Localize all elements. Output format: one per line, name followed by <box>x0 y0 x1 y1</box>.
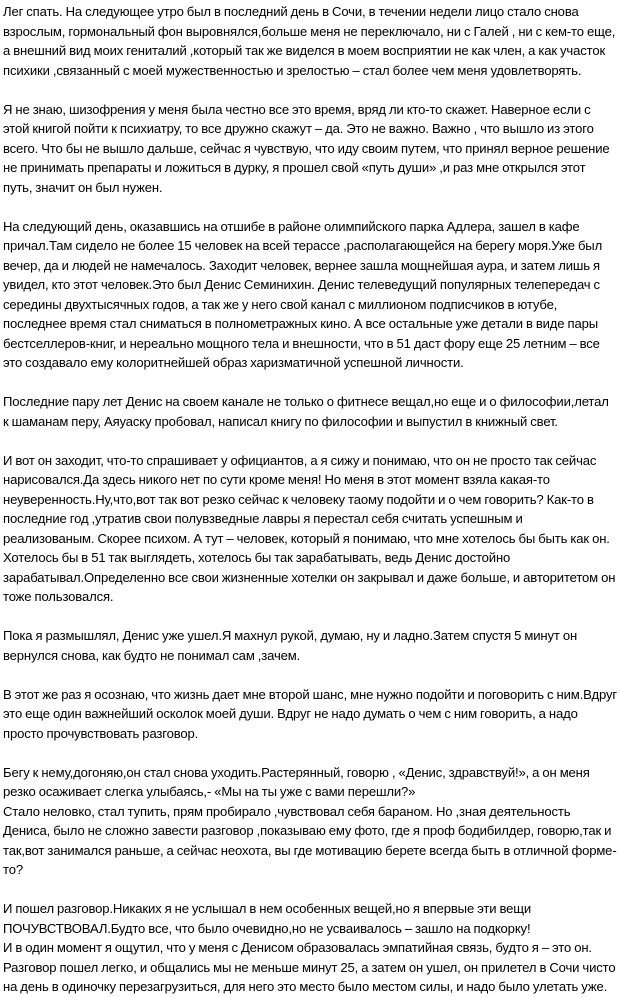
paragraph: Последние пару лет Денис на своем канале не только о фитнесе вещал,но еще и о философии,летал к шаманам перу, Аяуаску пробовал, написал книгу по философии и выпустил в книжный свет. <box>3 394 609 429</box>
paragraph: Пока я размышлял, Денис уже ушел.Я махнул рукой, думаю, ну и ладно.Затем спустя 5 минут он вернулся снова, как будто не понимал сам ,зачем. <box>3 628 578 663</box>
paragraph: Бегу к нему,догоняю,он стал снова уходить.Растерянный, говорю , «Денис, здравствуй!», а он меня резко осаживает слегка улыбаясь,- «Мы на ты уже с вами перешли?» Стало неловко, стал тупить, прям пробирало ,чувствовал себя бараном. Но ,зная деятельность Дениса, было не сложно завести разговор ,показываю ему фото, где я проф бодибилдер, говорю,так и так,вот занимался раньше, а сейчас неохота, вы где мотивацию берете всегда быть в отличной форме-то? <box>3 764 617 877</box>
paragraph: Лег спать. На следующее утро был в последний день в Сочи, в течении недели лицо стало снова взрослым, гормональный фон выровнялся,больше меня не переключало, ни с Галей , ни с кем-то еще, а внешний вид моих гениталий ,который так же виделся в моем восприятии не как член, а как участок психики ,связанный с моей мужественностью и зрелостью – стал более чем меня удовлетворять. <box>3 4 616 78</box>
paragraph: На следующий день, оказавшись на отшибе в районе олимпийского парка Адлера, зашел в кафе причал.Там сидело не более 15 человек на всей терассе ,располагающейся на берегу моря.Уже был вечер, да и людей не намечалось. Заходит человек, вернее зашла мощнейшая аура, и затем лишь я увидел, кто этот человек.Это был Денис Семинихин. Денис телеведущий популярных телепередач с середины двухтысячных годов, а так же у него свой канал с миллионом подписчиков в ютубе, последнее время стал сниматься в полнометражных кино. А все остальные уже детали в виде пары бестселлеров-книг, и нереально мощного тела и внешности, что в 51 даст фору еще 25 летним – все это создавало ему колоритнейшей образ харизматичной успешной личности. <box>3 218 603 370</box>
paragraph: И пошел разговор.Никаких я не услышал в нем особенных вещей,но я впервые эти вещи ПОЧУВСТВОВАЛ.Будто все, что было очевидно,но не усваивалось – зашло на подкорку! И в один момент я ощутил, что у меня с Денисом образовалась эмпатийная связь, будто я – это он. Разговор пошел легко, и общались мы не меньше минут 25, а затем он ушел, он прилетел в Сочи чисто на день в одиночку перезагрузиться, для него это место было местом силы, и надо было улетать уже. <box>3 901 616 994</box>
paragraph: Я не знаю, шизофрения у меня была честно все это время, вряд ли кто-то скажет. Наверное если с этой книгой пойти к психиатру, то все дружно скажут – да. Это не важно. Важно , что вышло из этого всего. Что бы не вышло дальше, сейчас я чувствую, что иду своим путем, что принял верное решение не принимать препараты и ложиться в дурку, я прошел свой «путь души» ,и раз мне открылся этот путь, значит он был нужен. <box>3 101 610 195</box>
paragraph: И вот он заходит, что-то спрашивает у официантов, а я сижу и понимаю, что он не просто так сейчас нарисовался.Да здесь никого нет по сути кроме меня! Но меня в этот момент взяла какая-то неуверенность.Ну,что,вот так вот резко сейчас к человеку таому подойти и о чем говорить? Как-то в последние год ,утратив свои полувзведные лавры я перестал себя считать успешным и реализованым. Скорее психом. А тут – человек, который я понимаю, что мне хотелось бы быть как он. Хотелось бы в 51 так выглядеть, хотелось бы так зарабатывать, ведь Денис достойно зарабатывал.Определенно все свои жизненные хотелки он закрывал и даже больше, и авторитетом он тоже пользовался. <box>3 452 616 604</box>
paragraph: В этот же раз я осознаю, что жизнь дает мне второй шанс, мне нужно подойти и поговорить с ним.Вдруг это еще один важнейший осколок моей души. Вдруг не надо думать о чем с ним говорить, а надо просто прочувствовать разговор. <box>3 686 618 741</box>
